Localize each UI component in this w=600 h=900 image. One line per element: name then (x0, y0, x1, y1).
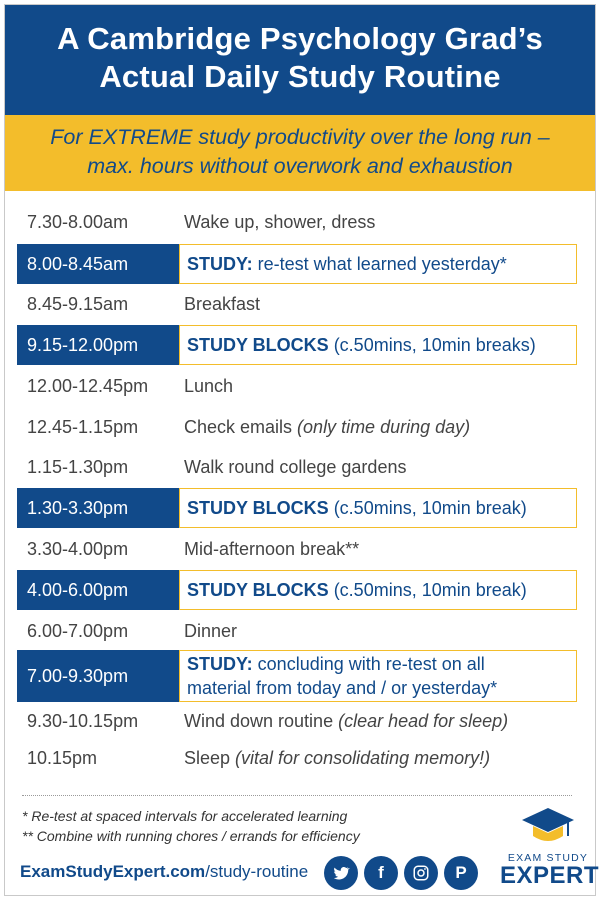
row-activity-text: Sleep (184, 748, 236, 768)
title-line-2: Actual Daily Study Routine (99, 59, 501, 94)
row-activity: concluding with re-test on all (252, 654, 485, 674)
exam-study-expert-logo (500, 798, 600, 896)
row-activity-box (179, 570, 577, 610)
row-activity-box (179, 325, 577, 365)
row-time: 12.00-12.45pm (27, 376, 149, 396)
row-time: 8.45-9.15am (27, 294, 129, 314)
facebook-icon[interactable] (364, 856, 398, 890)
footnote-2: ** Combine with running chores / errands for efficiency (22, 828, 360, 844)
pinterest-icon[interactable] (444, 856, 478, 890)
facebook-glyph: f (378, 863, 384, 882)
schedule-row (5, 529, 595, 569)
footnote-divider (22, 795, 572, 796)
subtitle-line-1: For EXTREME study productivity over the long run – (50, 125, 550, 149)
schedule-row (5, 738, 595, 778)
schedule-row (5, 611, 595, 651)
row-activity-bold: STUDY BLOCKS (187, 335, 329, 355)
schedule-row (5, 701, 595, 741)
logo-line-2: EXPERT (500, 862, 600, 889)
row-activity-note: (vital for consolidating memory!) (235, 748, 491, 768)
instagram-icon[interactable] (404, 856, 438, 890)
row-activity-bold: STUDY BLOCKS (187, 580, 329, 600)
schedule-row-study (5, 570, 595, 610)
row-activity-note: (only time during day) (297, 417, 471, 437)
row-activity (184, 701, 508, 741)
row-time: 4.00-6.00pm (17, 570, 179, 610)
subtitle-banner (5, 115, 595, 191)
website-link-domain: ExamStudyExpert.com (20, 862, 206, 881)
schedule-row (5, 202, 595, 242)
row-activity: Wake up, shower, dress (184, 212, 376, 232)
schedule-row-study (5, 650, 595, 702)
row-activity-text: Check emails (184, 417, 298, 437)
row-activity-box (179, 650, 577, 702)
schedule-row-study (5, 488, 595, 528)
schedule-row-study (5, 244, 595, 284)
row-activity: Breakfast (184, 294, 261, 314)
row-activity (184, 407, 470, 447)
row-time: 9.15-12.00pm (17, 325, 179, 365)
row-time: 1.15-1.30pm (27, 457, 129, 477)
row-activity: (c.50mins, 10min breaks) (328, 335, 536, 355)
row-activity-box (179, 244, 577, 284)
schedule-row (5, 447, 595, 487)
website-link[interactable] (20, 862, 308, 882)
row-activity: Mid-afternoon break** (184, 539, 360, 559)
row-activity: Walk round college gardens (184, 457, 407, 477)
row-activity: (c.50mins, 10min break) (328, 498, 527, 518)
row-time: 9.30-10.15pm (27, 711, 139, 731)
twitter-icon[interactable] (324, 856, 358, 890)
row-activity: re-test what learned yesterday* (252, 254, 507, 274)
website-link-path: /study-routine (205, 862, 309, 881)
row-activity: Dinner (184, 621, 238, 641)
row-activity-bold: STUDY: (187, 654, 253, 674)
row-time: 7.00-9.30pm (17, 650, 179, 702)
row-activity: (c.50mins, 10min break) (328, 580, 527, 600)
row-time: 3.30-4.00pm (27, 539, 129, 559)
row-activity (184, 738, 490, 778)
title-line-1: A Cambridge Psychology Grad’s (57, 21, 543, 56)
schedule-row (5, 284, 595, 324)
schedule-row (5, 407, 595, 447)
row-time: 8.00-8.45am (17, 244, 179, 284)
row-activity-box (179, 488, 577, 528)
row-activity-line-2: material from today and / or yesterday* (187, 678, 498, 698)
row-activity-bold: STUDY BLOCKS (187, 498, 329, 518)
schedule-row-study (5, 325, 595, 365)
row-activity-note: (clear head for sleep) (338, 711, 509, 731)
footnote-1: * Re-test at spaced intervals for accelerated learning (22, 808, 348, 824)
row-activity-text: Wind down routine (184, 711, 339, 731)
graduation-cap-icon (520, 804, 576, 848)
header-banner (5, 5, 595, 115)
logo-line-1: EXAM STUDY (507, 852, 589, 864)
row-time: 7.30-8.00am (27, 212, 129, 232)
row-time: 6.00-7.00pm (27, 621, 129, 641)
schedule-row (5, 366, 595, 406)
subtitle-line-2: max. hours without overwork and exhaustion (87, 154, 513, 178)
row-time: 1.30-3.30pm (17, 488, 179, 528)
row-activity: Lunch (184, 376, 234, 396)
row-time: 10.15pm (27, 748, 98, 768)
row-activity-bold: STUDY: (187, 254, 253, 274)
row-time: 12.45-1.15pm (27, 417, 139, 437)
pinterest-glyph: P (455, 863, 467, 882)
